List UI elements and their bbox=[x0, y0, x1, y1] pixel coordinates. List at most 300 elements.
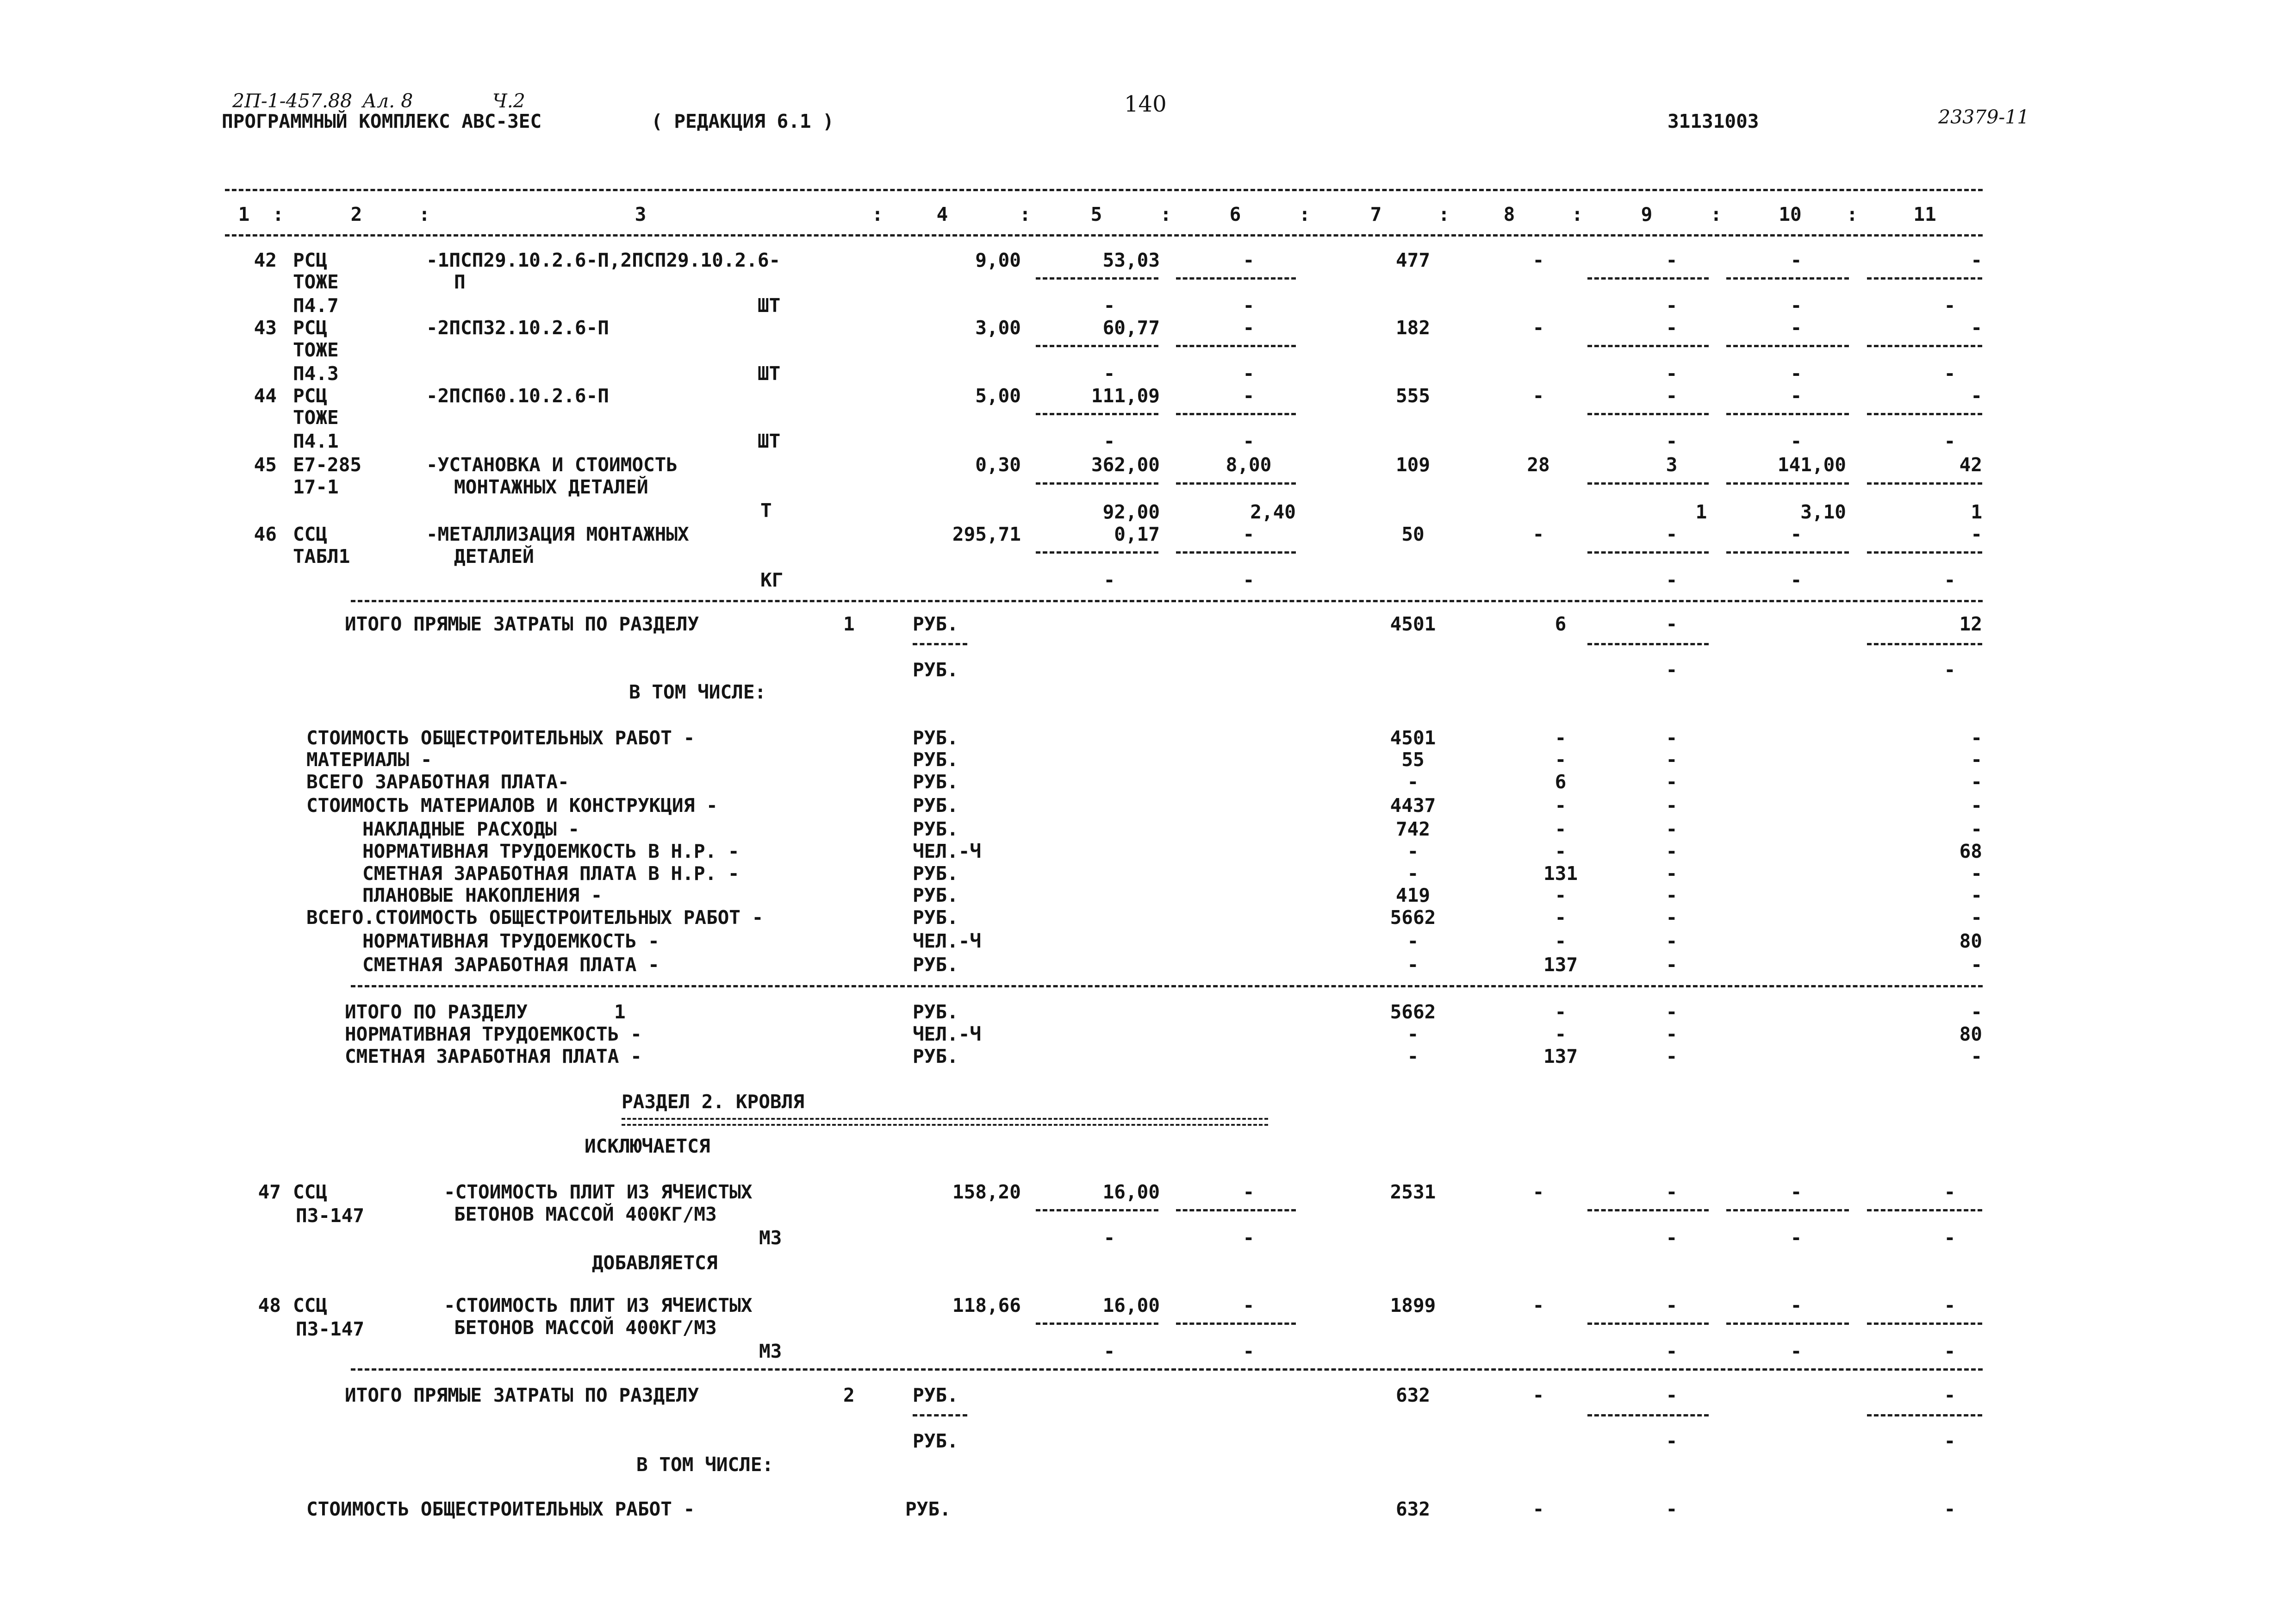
column-11-value: - bbox=[1944, 1384, 1956, 1406]
rate-code-line2: П3-147 bbox=[296, 1318, 365, 1340]
column-11-value: - bbox=[1971, 818, 1982, 840]
section-total-label: ИТОГО ПРЯМЫЕ ЗАТРАТЫ ПО РАЗДЕЛУ bbox=[345, 613, 699, 635]
column-9-value: - bbox=[1666, 906, 1678, 929]
dashed-rule bbox=[1587, 482, 1709, 485]
section-rule bbox=[351, 1368, 1983, 1371]
row-number: 47 bbox=[258, 1181, 281, 1203]
column-number: 9 bbox=[1641, 203, 1653, 225]
column-9-value: - bbox=[1666, 727, 1678, 749]
unit-label: М3 bbox=[759, 1227, 782, 1249]
item-description: -1ПСП29.10.2.6-П,2ПСП29.10.2.6- bbox=[426, 249, 781, 271]
column-11-value: 68 bbox=[1959, 840, 1982, 862]
column-8-value: 6 bbox=[1555, 613, 1567, 635]
dash-mark: - bbox=[1666, 294, 1678, 317]
column-number: 11 bbox=[1913, 203, 1936, 225]
total-cost: 4501 bbox=[1390, 727, 1436, 749]
dashed-rule bbox=[1867, 413, 1982, 415]
cost-breakdown-label: СТОИМОСТЬ ОБЩЕСТРОИТЕЛЬНЫХ РАБОТ - bbox=[306, 727, 695, 749]
dash-mark: - bbox=[1666, 569, 1678, 591]
total-cost: 55 bbox=[1401, 749, 1425, 771]
column-11-value: - bbox=[1971, 523, 1982, 545]
column-11-value: - bbox=[1944, 1294, 1956, 1316]
column-8-value: - bbox=[1555, 749, 1567, 771]
document-id-code: 31131003 bbox=[1668, 110, 1759, 132]
in-that-number-label: В ТОМ ЧИСЛЕ: bbox=[636, 1454, 774, 1476]
dashed-rule bbox=[1867, 551, 1982, 554]
dashed-rule bbox=[1036, 413, 1158, 415]
column-number: 1 bbox=[238, 203, 250, 225]
dashed-rule bbox=[1587, 1323, 1709, 1325]
column-number: 8 bbox=[1503, 203, 1515, 225]
column-8-value: - bbox=[1555, 930, 1567, 952]
column-separator: : bbox=[1299, 203, 1311, 225]
unit-label: РУБ. bbox=[913, 659, 958, 681]
row-number: 42 bbox=[254, 249, 277, 271]
total-cost: 4501 bbox=[1390, 613, 1436, 635]
unit-label: РУБ. bbox=[913, 1045, 958, 1067]
column-11-value: - bbox=[1944, 1181, 1956, 1203]
column-9-value: - bbox=[1666, 840, 1678, 862]
column-8-value: 137 bbox=[1543, 954, 1578, 976]
quantity: 5,00 bbox=[975, 385, 1021, 407]
dashed-rule bbox=[1176, 1209, 1296, 1211]
column-8-value: - bbox=[1532, 1181, 1544, 1203]
rate-code: ССЦ bbox=[293, 1181, 328, 1203]
table-top-rule bbox=[225, 189, 1983, 191]
dashed-rule bbox=[1867, 643, 1982, 645]
dash-mark: - bbox=[1243, 1340, 1255, 1362]
column-10-value: - bbox=[1790, 523, 1802, 545]
cost-breakdown-label: СТОИМОСТЬ ОБЩЕСТРОИТЕЛЬНЫХ РАБОТ - bbox=[306, 1498, 695, 1520]
item-description-line2: МОНТАЖНЫХ ДЕТАЛЕЙ bbox=[454, 476, 648, 498]
dashed-rule bbox=[1587, 277, 1709, 280]
dash-mark: - bbox=[1103, 294, 1115, 317]
column-8-value: 6 bbox=[1555, 771, 1567, 793]
rate-code: РСЦ bbox=[293, 249, 328, 271]
cost-breakdown-label: ПЛАНОВЫЕ НАКОПЛЕНИЯ - bbox=[362, 884, 603, 906]
column-9-value: - bbox=[1666, 954, 1678, 976]
rate-code: РСЦ bbox=[293, 385, 328, 407]
total-cost: - bbox=[1407, 1023, 1419, 1045]
dash-mark: - bbox=[1243, 569, 1255, 591]
section-number: 1 bbox=[843, 613, 855, 635]
dash-mark: - bbox=[1103, 1227, 1115, 1249]
section-number: 1 bbox=[614, 1001, 626, 1023]
unit-label: ЧЕЛ.-Ч bbox=[913, 1023, 982, 1045]
column-9-value: - bbox=[1666, 771, 1678, 793]
edition-label: ( РЕДАКЦИЯ 6.1 ) bbox=[651, 110, 834, 132]
row-number: 45 bbox=[254, 454, 277, 476]
cost-breakdown-label: СМЕТНАЯ ЗАРАБОТНАЯ ПЛАТА В Н.Р. - bbox=[362, 862, 740, 885]
column-11-value: - bbox=[1944, 659, 1956, 681]
cost-breakdown-label: НОРМАТИВНАЯ ТРУДОЕМКОСТЬ В Н.Р. - bbox=[362, 840, 740, 862]
rate-code: РСЦ bbox=[293, 317, 328, 339]
column-11-value: 80 bbox=[1959, 1023, 1982, 1045]
column-6-value: - bbox=[1243, 385, 1255, 407]
table-header-rule bbox=[225, 234, 1983, 237]
dashed-rule bbox=[1726, 413, 1849, 415]
cost-breakdown-label: ВСЕГО.СТОИМОСТЬ ОБЩЕСТРОИТЕЛЬНЫХ РАБОТ - bbox=[306, 906, 764, 929]
unit-label: РУБ. bbox=[913, 906, 958, 929]
unit-price: 16,00 bbox=[1102, 1294, 1160, 1316]
column-9-value: - bbox=[1666, 1498, 1678, 1520]
column-8-value: - bbox=[1555, 906, 1567, 929]
dashed-rule bbox=[1176, 345, 1296, 347]
unit-price: 60,77 bbox=[1102, 317, 1160, 339]
section-2-title: РАЗДЕЛ 2. КРОВЛЯ bbox=[622, 1091, 804, 1113]
total-cost: - bbox=[1407, 862, 1419, 885]
rate-code-line2: ТАБЛ1 bbox=[293, 545, 350, 568]
column-9-value: - bbox=[1666, 930, 1678, 952]
quantity: 295,71 bbox=[952, 523, 1021, 545]
dashed-rule bbox=[1036, 345, 1158, 347]
dashed-rule bbox=[1587, 1414, 1709, 1416]
rate-code: Е7-285 bbox=[293, 454, 362, 476]
unit-label: РУБ. bbox=[905, 1498, 951, 1520]
column-8-value: - bbox=[1555, 818, 1567, 840]
column-11-value: - bbox=[1971, 727, 1982, 749]
item-description-line2: БЕТОНОВ МАССОЙ 400КГ/М3 bbox=[454, 1316, 717, 1339]
column-8-value: 131 bbox=[1543, 862, 1578, 885]
column-8-value: - bbox=[1555, 884, 1567, 906]
dashed-rule bbox=[1176, 1323, 1296, 1325]
cost-breakdown-label: НАКЛАДНЫЕ РАСХОДЫ - bbox=[362, 818, 579, 840]
total-cost: 50 bbox=[1401, 523, 1425, 545]
part-number: Ч.2 bbox=[492, 90, 525, 112]
dash-mark: - bbox=[1790, 1227, 1802, 1249]
total-cost: 1899 bbox=[1390, 1294, 1436, 1316]
dashed-rule bbox=[1036, 482, 1158, 485]
section-total-label: ИТОГО ПРЯМЫЕ ЗАТРАТЫ ПО РАЗДЕЛУ bbox=[345, 1384, 699, 1406]
column-8-value: - bbox=[1532, 523, 1544, 545]
dash-mark: - bbox=[1790, 294, 1802, 317]
column-11-value: 12 bbox=[1959, 613, 1982, 635]
item-description: -СТОИМОСТЬ ПЛИТ ИЗ ЯЧЕИСТЫХ bbox=[444, 1294, 753, 1316]
rate-code: ССЦ bbox=[293, 1294, 328, 1316]
cost-breakdown-label: СМЕТНАЯ ЗАРАБОТНАЯ ПЛАТА - bbox=[362, 954, 660, 976]
quantity: 0,30 bbox=[975, 454, 1021, 476]
column-separator: : bbox=[418, 203, 430, 225]
rate-code-line2: ТОЖЕ bbox=[293, 406, 339, 429]
document-code: 2П-1-457.88 bbox=[232, 90, 353, 112]
dashed-rule bbox=[1036, 1323, 1158, 1325]
dash-mark: - bbox=[1944, 1430, 1956, 1452]
dash-mark: - bbox=[1790, 1340, 1802, 1362]
column-9-value: - bbox=[1666, 613, 1678, 635]
column-9-value: - bbox=[1666, 1001, 1678, 1023]
unit-label: РУБ. bbox=[913, 862, 958, 885]
item-description-line2: П bbox=[454, 271, 466, 293]
total-cost: - bbox=[1407, 840, 1419, 862]
column-10-line2: 3,10 bbox=[1800, 501, 1846, 523]
column-11-value: - bbox=[1971, 862, 1982, 885]
column-11-value: - bbox=[1971, 906, 1982, 929]
column-9-value: - bbox=[1666, 1384, 1678, 1406]
quantity: 9,00 bbox=[975, 249, 1021, 271]
column-separator: : bbox=[1846, 203, 1858, 225]
column-11-value: 80 bbox=[1959, 930, 1982, 952]
column-9-value: - bbox=[1666, 659, 1678, 681]
column-8-value: 137 bbox=[1543, 1045, 1578, 1067]
column-separator: : bbox=[1710, 203, 1722, 225]
dash-mark: - bbox=[1666, 1430, 1678, 1452]
column-9-value: - bbox=[1666, 385, 1678, 407]
total-cost: 109 bbox=[1395, 454, 1431, 476]
column-11-value: - bbox=[1971, 385, 1982, 407]
unit-label: РУБ. bbox=[913, 794, 958, 817]
column-10-value: - bbox=[1790, 317, 1802, 339]
column-8-value: - bbox=[1532, 1384, 1544, 1406]
column-11-line2: 1 bbox=[1971, 501, 1982, 523]
rate-code-line2: ТОЖЕ bbox=[293, 271, 339, 293]
column-9-value: - bbox=[1666, 884, 1678, 906]
column-6-line2: 2,40 bbox=[1250, 501, 1296, 523]
dashed-rule bbox=[1867, 345, 1982, 347]
unit-label: РУБ. bbox=[913, 749, 958, 771]
program-name: ПРОГРАММНЫЙ КОМПЛЕКС АВС-ЗЕС bbox=[222, 110, 542, 132]
dashed-rule bbox=[1726, 277, 1849, 280]
unit-price: 53,03 bbox=[1102, 249, 1160, 271]
column-separator: : bbox=[1160, 203, 1172, 225]
dashed-rule bbox=[1176, 413, 1296, 415]
column-6-value: - bbox=[1243, 1294, 1255, 1316]
dash-mark: - bbox=[1944, 569, 1956, 591]
column-9-value: - bbox=[1666, 1294, 1678, 1316]
row-number: 46 bbox=[254, 523, 277, 545]
excluded-label: ИСКЛЮЧАЕТСЯ bbox=[585, 1135, 710, 1157]
column-9-value: - bbox=[1666, 862, 1678, 885]
section-rule bbox=[351, 985, 1983, 987]
column-11-value: - bbox=[1944, 1498, 1956, 1520]
column-8-value: - bbox=[1555, 1023, 1567, 1045]
column-10-value: - bbox=[1790, 385, 1802, 407]
dashed-rule bbox=[1867, 482, 1982, 485]
unit-label: РУБ. bbox=[913, 1001, 958, 1023]
unit-label: РУБ. bbox=[913, 818, 958, 840]
section-summary-label: ИТОГО ПО РАЗДЕЛУ bbox=[345, 1001, 528, 1023]
column-separator: : bbox=[272, 203, 284, 225]
row-number: 48 bbox=[258, 1294, 281, 1316]
dash-mark: - bbox=[1243, 362, 1255, 385]
column-9-value: - bbox=[1666, 1045, 1678, 1067]
item-description: -2ПСП60.10.2.6-П bbox=[426, 385, 609, 407]
section-rule bbox=[351, 600, 1983, 602]
rate-code-line3: П4.3 bbox=[293, 362, 339, 385]
cost-breakdown-label: МАТЕРИАЛЫ - bbox=[306, 749, 432, 771]
column-6-value: - bbox=[1243, 523, 1255, 545]
row-number: 43 bbox=[254, 317, 277, 339]
column-11-value: - bbox=[1971, 317, 1982, 339]
unit-label: РУБ. bbox=[913, 1384, 958, 1406]
column-10-value: - bbox=[1790, 1181, 1802, 1203]
dash-mark: - bbox=[1243, 294, 1255, 317]
column-8-value: - bbox=[1532, 1498, 1544, 1520]
dash-mark: - bbox=[1103, 430, 1115, 452]
dash-mark: - bbox=[1103, 1340, 1115, 1362]
column-10-value: 141,00 bbox=[1777, 454, 1846, 476]
column-11-value: - bbox=[1971, 1045, 1982, 1067]
column-9-line2: 1 bbox=[1695, 501, 1707, 523]
column-9-value: - bbox=[1666, 1023, 1678, 1045]
total-cost: 2531 bbox=[1390, 1181, 1436, 1203]
item-description: -УСТАНОВКА И СТОИМОСТЬ bbox=[426, 454, 678, 476]
column-11-value: - bbox=[1971, 794, 1982, 817]
column-11-value: - bbox=[1971, 954, 1982, 976]
in-that-number-label: В ТОМ ЧИСЛЕ: bbox=[629, 681, 766, 703]
column-11-value: - bbox=[1971, 249, 1982, 271]
column-9-value: 3 bbox=[1666, 454, 1678, 476]
cost-breakdown-label: СТОИМОСТЬ МАТЕРИАЛОВ И КОНСТРУКЦИЯ - bbox=[306, 794, 718, 817]
total-cost: 182 bbox=[1395, 317, 1431, 339]
dash-mark: - bbox=[1944, 362, 1956, 385]
column-11-value: 42 bbox=[1959, 454, 1982, 476]
total-cost: 632 bbox=[1395, 1384, 1431, 1406]
total-cost: - bbox=[1407, 930, 1419, 952]
item-description: -СТОИМОСТЬ ПЛИТ ИЗ ЯЧЕИСТЫХ bbox=[444, 1181, 753, 1203]
column-9-value: - bbox=[1666, 818, 1678, 840]
total-cost: 4437 bbox=[1390, 794, 1436, 817]
dashed-rule bbox=[1587, 643, 1709, 645]
dashed-rule bbox=[1587, 1209, 1709, 1211]
unit-label: РУБ. bbox=[913, 954, 958, 976]
page-number: 140 bbox=[1124, 91, 1167, 117]
unit-label: ЧЕЛ.-Ч bbox=[913, 840, 982, 862]
dash-mark: - bbox=[1666, 1227, 1678, 1249]
dashed-rule bbox=[1726, 1323, 1849, 1325]
dash-mark: - bbox=[1944, 1340, 1956, 1362]
column-11-value: - bbox=[1971, 884, 1982, 906]
total-cost: 555 bbox=[1395, 385, 1431, 407]
dashed-rule bbox=[1176, 277, 1296, 280]
quantity: 158,20 bbox=[952, 1181, 1021, 1203]
item-description-line2: БЕТОНОВ МАССОЙ 400КГ/М3 bbox=[454, 1203, 717, 1225]
dash-mark: - bbox=[1790, 430, 1802, 452]
unit-label: КГ bbox=[760, 569, 784, 591]
column-6-value: - bbox=[1243, 1181, 1255, 1203]
column-8-value: - bbox=[1555, 840, 1567, 862]
unit-label: РУБ. bbox=[913, 771, 958, 793]
quantity: 118,66 bbox=[952, 1294, 1021, 1316]
total-cost: 5662 bbox=[1390, 1001, 1436, 1023]
column-separator: : bbox=[1438, 203, 1450, 225]
column-number: 2 bbox=[350, 203, 362, 225]
dash-mark: - bbox=[1666, 362, 1678, 385]
total-cost: - bbox=[1407, 954, 1419, 976]
column-8-value: - bbox=[1532, 1294, 1544, 1316]
unit-label: РУБ. bbox=[913, 727, 958, 749]
dash-mark: - bbox=[1790, 362, 1802, 385]
column-number: 7 bbox=[1370, 203, 1382, 225]
column-8-value: - bbox=[1555, 727, 1567, 749]
column-8-value: - bbox=[1532, 249, 1544, 271]
unit-price: 0,17 bbox=[1114, 523, 1160, 545]
item-description: -МЕТАЛЛИЗАЦИЯ МОНТАЖНЫХ bbox=[426, 523, 689, 545]
dashed-rule bbox=[1176, 551, 1296, 554]
column-9-value: - bbox=[1666, 794, 1678, 817]
total-cost: 632 bbox=[1395, 1498, 1431, 1520]
item-description: -2ПСП32.10.2.6-П bbox=[426, 317, 609, 339]
column-9-value: - bbox=[1666, 249, 1678, 271]
dashed-rule bbox=[1867, 1414, 1982, 1416]
total-cost: 419 bbox=[1395, 884, 1431, 906]
row-number: 44 bbox=[254, 385, 277, 407]
dashed-rule bbox=[1726, 482, 1849, 485]
quantity: 3,00 bbox=[975, 317, 1021, 339]
dash-mark: - bbox=[1944, 1227, 1956, 1249]
column-11-value: - bbox=[1971, 749, 1982, 771]
unit-label: Т bbox=[760, 499, 772, 522]
total-cost: 742 bbox=[1395, 818, 1431, 840]
column-number: 4 bbox=[936, 203, 948, 225]
dash-mark: - bbox=[1944, 430, 1956, 452]
dashed-rule bbox=[1176, 482, 1296, 485]
dashed-rule bbox=[1036, 277, 1158, 280]
total-cost: - bbox=[1407, 771, 1419, 793]
dashed-rule bbox=[1726, 1209, 1849, 1211]
unit-label: ШТ bbox=[758, 294, 781, 317]
column-number: 10 bbox=[1779, 203, 1802, 225]
column-8-value: 28 bbox=[1527, 454, 1550, 476]
dash-mark: - bbox=[1944, 294, 1956, 317]
column-separator: : bbox=[1571, 203, 1583, 225]
column-8-value: - bbox=[1555, 1001, 1567, 1023]
dash-mark: - bbox=[1243, 1227, 1255, 1249]
column-6-value: - bbox=[1243, 317, 1255, 339]
column-9-value: - bbox=[1666, 749, 1678, 771]
total-cost: 5662 bbox=[1390, 906, 1436, 929]
rate-code-line3: П4.1 bbox=[293, 430, 339, 452]
unit-label: М3 bbox=[759, 1340, 782, 1362]
dashed-rule bbox=[1867, 1323, 1982, 1325]
column-number: 6 bbox=[1229, 203, 1241, 225]
column-9-value: - bbox=[1666, 1181, 1678, 1203]
handwritten-number: 23379-11 bbox=[1938, 106, 2029, 128]
section-summary-label: НОРМАТИВНАЯ ТРУДОЕМКОСТЬ - bbox=[345, 1023, 642, 1045]
column-8-value: - bbox=[1532, 385, 1544, 407]
unit-label: ЧЕЛ.-Ч bbox=[913, 930, 982, 952]
dashed-rule bbox=[1587, 345, 1709, 347]
dash-mark: - bbox=[1666, 1340, 1678, 1362]
rate-code-line3: П4.7 bbox=[293, 294, 339, 317]
total-cost: 477 bbox=[1395, 249, 1431, 271]
column-11-value: - bbox=[1971, 1001, 1982, 1023]
unit-label: РУБ. bbox=[913, 613, 958, 635]
dashed-rule bbox=[913, 643, 967, 645]
rate-code: ССЦ bbox=[293, 523, 328, 545]
dashed-rule bbox=[1036, 551, 1158, 554]
column-8-value: - bbox=[1555, 794, 1567, 817]
unit-label: РУБ. bbox=[913, 1430, 958, 1452]
album-number: Ал. 8 bbox=[362, 90, 413, 112]
item-description-line2: ДЕТАЛЕЙ bbox=[454, 545, 534, 568]
unit-label: РУБ. bbox=[913, 884, 958, 906]
unit-price: 362,00 bbox=[1091, 454, 1160, 476]
rate-code-line2: 17-1 bbox=[293, 476, 339, 498]
unit-price: 16,00 bbox=[1102, 1181, 1160, 1203]
dash-mark: - bbox=[1103, 569, 1115, 591]
column-separator: : bbox=[871, 203, 884, 225]
column-8-value: - bbox=[1532, 317, 1544, 339]
dashed-rule bbox=[1036, 1209, 1158, 1211]
dashed-rule bbox=[1867, 277, 1982, 280]
column-10-value: - bbox=[1790, 1294, 1802, 1316]
dashed-rule bbox=[1587, 413, 1709, 415]
cost-breakdown-label: НОРМАТИВНАЯ ТРУДОЕМКОСТЬ - bbox=[362, 930, 660, 952]
cost-breakdown-label: ВСЕГО ЗАРАБОТНАЯ ПЛАТА- bbox=[306, 771, 569, 793]
column-11-value: - bbox=[1971, 771, 1982, 793]
dash-mark: - bbox=[1790, 569, 1802, 591]
dashed-rule bbox=[1726, 345, 1849, 347]
